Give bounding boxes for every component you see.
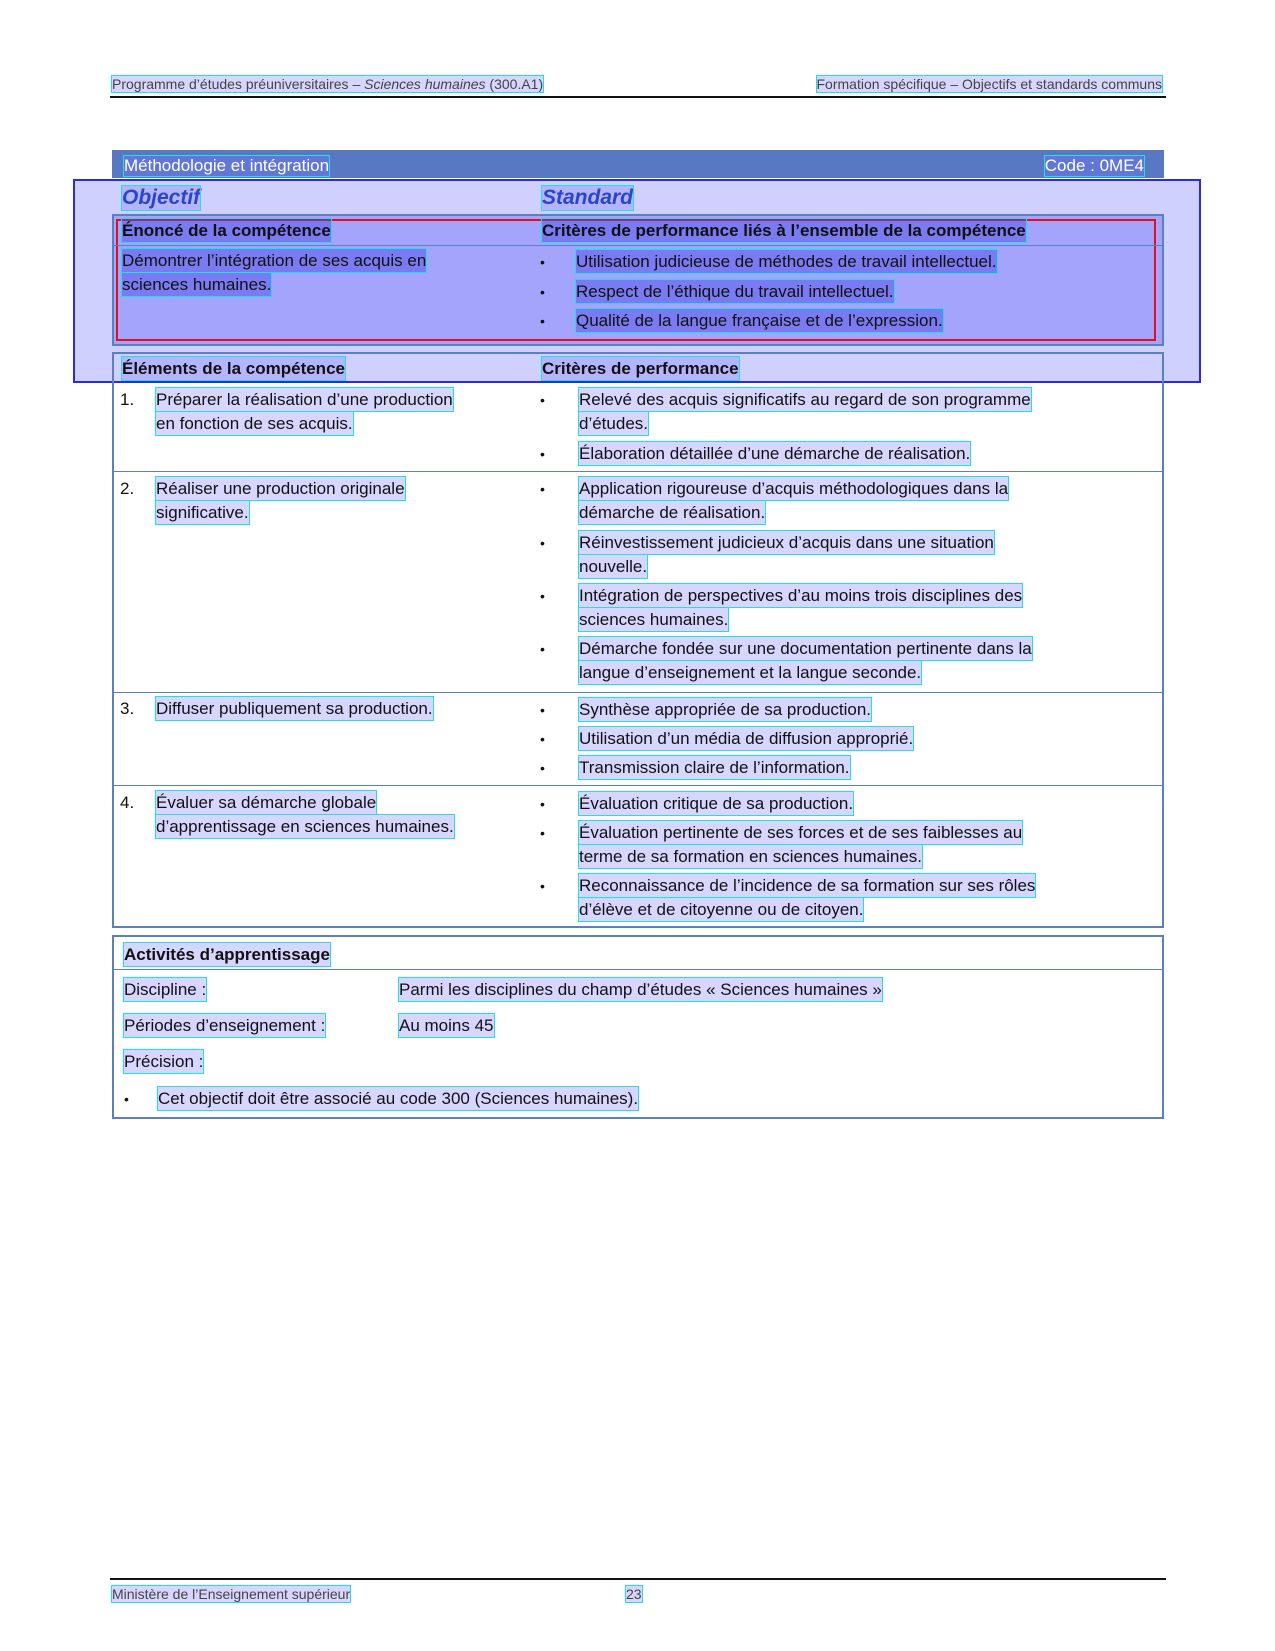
bullet-icon: • bbox=[540, 702, 545, 718]
periodes-value: Au moins 45 bbox=[399, 1016, 494, 1035]
element-number: 2. bbox=[120, 479, 135, 498]
course-code: Code : 0ME4 bbox=[1044, 156, 1144, 175]
element-line: Préparer la réalisation d’une production bbox=[156, 390, 453, 409]
discipline-value: Parmi les disciplines du champ d’études « Sciences humaines » bbox=[399, 980, 882, 999]
bullet-icon: • bbox=[540, 796, 545, 812]
page-number: 23 bbox=[626, 1586, 642, 1602]
row-divider bbox=[114, 785, 1162, 786]
enonce-line: sciences humaines. bbox=[122, 275, 272, 294]
element-line: significative. bbox=[156, 503, 249, 522]
criterion-line: d’élève et de citoyenne ou de citoyen. bbox=[579, 900, 864, 919]
criterion-line: Réinvestissement judicieux d’acquis dans une situation bbox=[579, 533, 994, 552]
criteres-performance-header: Critères de performance bbox=[542, 359, 739, 378]
element-line: en fonction de ses acquis. bbox=[156, 414, 353, 433]
competence-criterion: Qualité de la langue française et de l’expression. bbox=[576, 311, 943, 330]
criterion-line: terme de sa formation en sciences humaines. bbox=[579, 847, 923, 866]
bullet-icon: • bbox=[540, 392, 545, 408]
criterion-line: nouvelle. bbox=[579, 557, 648, 576]
criterion-line: sciences humaines. bbox=[579, 610, 729, 629]
precision-item: Cet objectif doit être associé au code 300 (Sciences humaines). bbox=[158, 1089, 639, 1108]
header-program: Programme d’études préuniversitaires – Sciences humaines (300.A1) bbox=[112, 76, 544, 92]
criterion-line: Intégration de perspectives d’au moins trois disciplines des bbox=[579, 586, 1023, 605]
activites-divider bbox=[114, 969, 1162, 970]
competence-criterion: Utilisation judicieuse de méthodes de travail intellectuel. bbox=[576, 252, 997, 271]
footer-ministry: Ministère de l’Enseignement supérieur bbox=[112, 1586, 351, 1602]
criterion-line: Utilisation d’un média de diffusion approprié. bbox=[579, 729, 914, 748]
bullet-icon: • bbox=[124, 1091, 129, 1107]
criteres-header: Critères de performance liés à l’ensemble de la compétence bbox=[542, 221, 1026, 240]
objectif-label: Objectif bbox=[122, 186, 201, 209]
element-number: 3. bbox=[120, 699, 135, 718]
bullet-icon: • bbox=[540, 481, 545, 497]
bullet-icon: • bbox=[540, 588, 545, 604]
competence-header-divider bbox=[114, 245, 1162, 246]
criterion-line: Évaluation critique de sa production. bbox=[579, 794, 854, 813]
bullet-icon: • bbox=[540, 760, 545, 776]
bullet-icon: • bbox=[540, 254, 545, 270]
row-divider bbox=[114, 692, 1162, 693]
criterion-line: démarche de réalisation. bbox=[579, 503, 766, 522]
criterion-line: langue d’enseignement et la langue seconde. bbox=[579, 663, 922, 682]
activites-title: Activités d’apprentissage bbox=[124, 945, 330, 964]
bullet-icon: • bbox=[540, 284, 545, 300]
bullet-icon: • bbox=[540, 641, 545, 657]
bullet-icon: • bbox=[540, 313, 545, 329]
criterion-line: Relevé des acquis significatifs au regard de son programme bbox=[579, 390, 1031, 409]
precision-label: Précision : bbox=[124, 1052, 204, 1071]
row-divider bbox=[114, 471, 1162, 472]
title-bar bbox=[112, 150, 1164, 178]
competence-criterion: Respect de l’éthique du travail intellectuel. bbox=[576, 282, 894, 301]
criterion-line: Évaluation pertinente de ses forces et de ses faiblesses au bbox=[579, 823, 1023, 842]
standard-label: Standard bbox=[542, 186, 634, 209]
criterion-line: Synthèse appropriée de sa production. bbox=[579, 700, 872, 719]
enonce-header: Énoncé de la compétence bbox=[122, 221, 331, 240]
criterion-line: d’études. bbox=[579, 414, 648, 433]
header-section: Formation spécifique – Objectifs et standards communs bbox=[816, 76, 1162, 92]
bullet-icon: • bbox=[540, 446, 545, 462]
element-number: 1. bbox=[120, 390, 135, 409]
element-line: d’apprentissage en sciences humaines. bbox=[156, 817, 454, 836]
element-line: Évaluer sa démarche globale bbox=[156, 793, 377, 812]
bullet-icon: • bbox=[540, 535, 545, 551]
header-divider bbox=[110, 96, 1166, 98]
criterion-line: Élaboration détaillée d’une démarche de réalisation. bbox=[579, 444, 971, 463]
course-title: Méthodologie et intégration bbox=[124, 156, 330, 175]
bullet-icon: • bbox=[540, 731, 545, 747]
criterion-line: Démarche fondée sur une documentation pertinente dans la bbox=[579, 639, 1032, 658]
bullet-icon: • bbox=[540, 878, 545, 894]
element-line: Réaliser une production originale bbox=[156, 479, 405, 498]
element-line: Diffuser publiquement sa production. bbox=[156, 699, 433, 718]
footer-divider bbox=[110, 1578, 1166, 1580]
element-number: 4. bbox=[120, 793, 135, 812]
enonce-line: Démontrer l’intégration de ses acquis en bbox=[122, 251, 427, 270]
bullet-icon: • bbox=[540, 825, 545, 841]
discipline-label: Discipline : bbox=[124, 980, 207, 999]
criterion-line: Transmission claire de l’information. bbox=[579, 758, 850, 777]
periodes-label: Périodes d’enseignement : bbox=[124, 1016, 326, 1035]
criterion-line: Reconnaissance de l’incidence de sa formation sur ses rôles bbox=[579, 876, 1036, 895]
elements-header: Éléments de la compétence bbox=[122, 359, 345, 378]
criterion-line: Application rigoureuse d’acquis méthodologiques dans la bbox=[579, 479, 1009, 498]
